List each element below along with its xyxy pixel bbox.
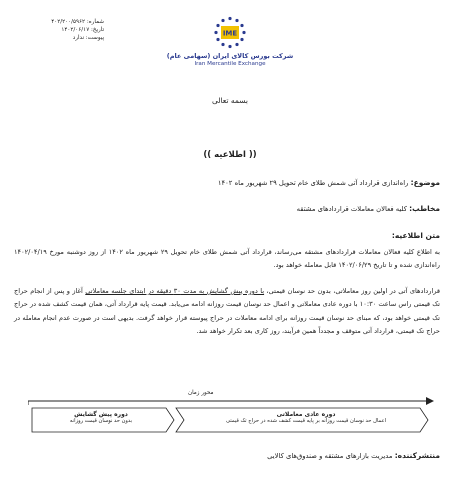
ime-logo-icon bbox=[214, 16, 246, 50]
audience-line bbox=[297, 204, 440, 213]
publisher-label: منتشرکننده: bbox=[394, 451, 440, 460]
body-label: متن اطلاعیه: bbox=[391, 231, 440, 240]
logo-text: IME bbox=[222, 29, 238, 38]
announcement-title: (( اطلاعیه )) bbox=[203, 150, 257, 160]
period1-labels bbox=[36, 411, 166, 424]
number-row bbox=[14, 18, 104, 26]
number-value: ۴۰۲/۲۰۰/۵۹۶۲ bbox=[51, 19, 86, 25]
attachment-row bbox=[14, 34, 104, 42]
date-row bbox=[14, 26, 104, 34]
timeline-axis-label: محور زمان bbox=[188, 390, 214, 396]
company-name-fa: شرکت بورس کالای ایران (سهامی عام) bbox=[166, 52, 294, 60]
publisher-text: مدیریت بازارهای مشتقه و صندوق‌های کالایی bbox=[267, 452, 393, 460]
body-heading bbox=[392, 231, 440, 240]
timeline-arrow-icon bbox=[426, 397, 434, 405]
paragraph-2-text-b: آغاز و پس از انجام حراج تک قیمتی راس ساعت ۱۰:۳۰ با دوره عادی معاملاتی و اعمال حد نوسان قیمت روزانه ادامه می‌یابد. قیمت پایه قرارداد آتی، همان قیمت کشف شده در حراج تک قیمتی خواهد بود، که مبنای حد نوسان قیمت روزانه برای ادامه معاملات در حراج پیوسته قرار خواهد گرفت. بدیهی است در صورت عدم انجام معامله در حراج تک قیمتی، قرارداد آتی متوقف و مجدداً همین فرآیند، روز کاری بعد تکرار خواهد شد. bbox=[14, 287, 440, 336]
date-label: تاریخ: bbox=[90, 27, 104, 33]
publisher-line bbox=[267, 451, 440, 460]
period1-title: دوره پیش گشایش bbox=[74, 411, 128, 418]
number-label: شماره: bbox=[86, 19, 104, 25]
document-meta bbox=[14, 18, 104, 42]
paragraph-2-text-a: قراردادهای آتی در اولین روز معاملاتی، بدون حد نوسان قیمتی، bbox=[264, 287, 440, 295]
subject-line bbox=[218, 178, 440, 187]
paragraph-2-highlight: با دوره پیش گشایش به مدت ۳۰ دقیقه در ابتدای جلسه معاملاتی bbox=[85, 287, 265, 295]
company-name-en: Iran Mercantile Exchange bbox=[194, 61, 266, 67]
period2-labels bbox=[186, 411, 426, 424]
paragraph-1 bbox=[14, 246, 440, 273]
bismillah: بسمه تعالی bbox=[211, 96, 249, 105]
subject-text: راه‌اندازی قرارداد آتی شمش طلای خام تحویل ۲۹ شهریور ماه ۱۴۰۲ bbox=[217, 179, 409, 187]
audience-label: مخاطب: bbox=[409, 204, 440, 213]
period2-title: دوره عادی معاملاتی bbox=[276, 411, 336, 418]
attachment-label: پیوست: bbox=[85, 35, 104, 41]
period2-subtitle: اعمال حد نوسان قیمت روزانه بر پایه قیمت کشف شده در حراج تک قیمتی bbox=[225, 418, 387, 424]
attachment-value: ندارد bbox=[72, 35, 85, 41]
date-value: ۱۴۰۲/۰۶/۱۷ bbox=[61, 27, 90, 33]
period1-subtitle: بدون حد نوسان قیمت روزانه bbox=[69, 418, 133, 424]
subject-label: موضوع: bbox=[410, 178, 440, 187]
audience-text: کلیه فعالان معاملات قراردادهای مشتقه bbox=[296, 205, 407, 213]
paragraph-2 bbox=[14, 285, 440, 339]
paragraph-1-text: به اطلاع کلیه فعالان معاملات قراردادهای مشتقه می‌رساند، قرارداد آتی شمش طلای خام تحویل ۲۹ شهریور ماه ۱۴۰۲ از روز دوشنبه مورخ ۱۴۰۲/۰۴/۱۹ راه‌اندازی شده و تا تاریخ ۱۴۰۲/۰۶/۲۹ قابل معامله خواهد بود. bbox=[14, 248, 440, 270]
